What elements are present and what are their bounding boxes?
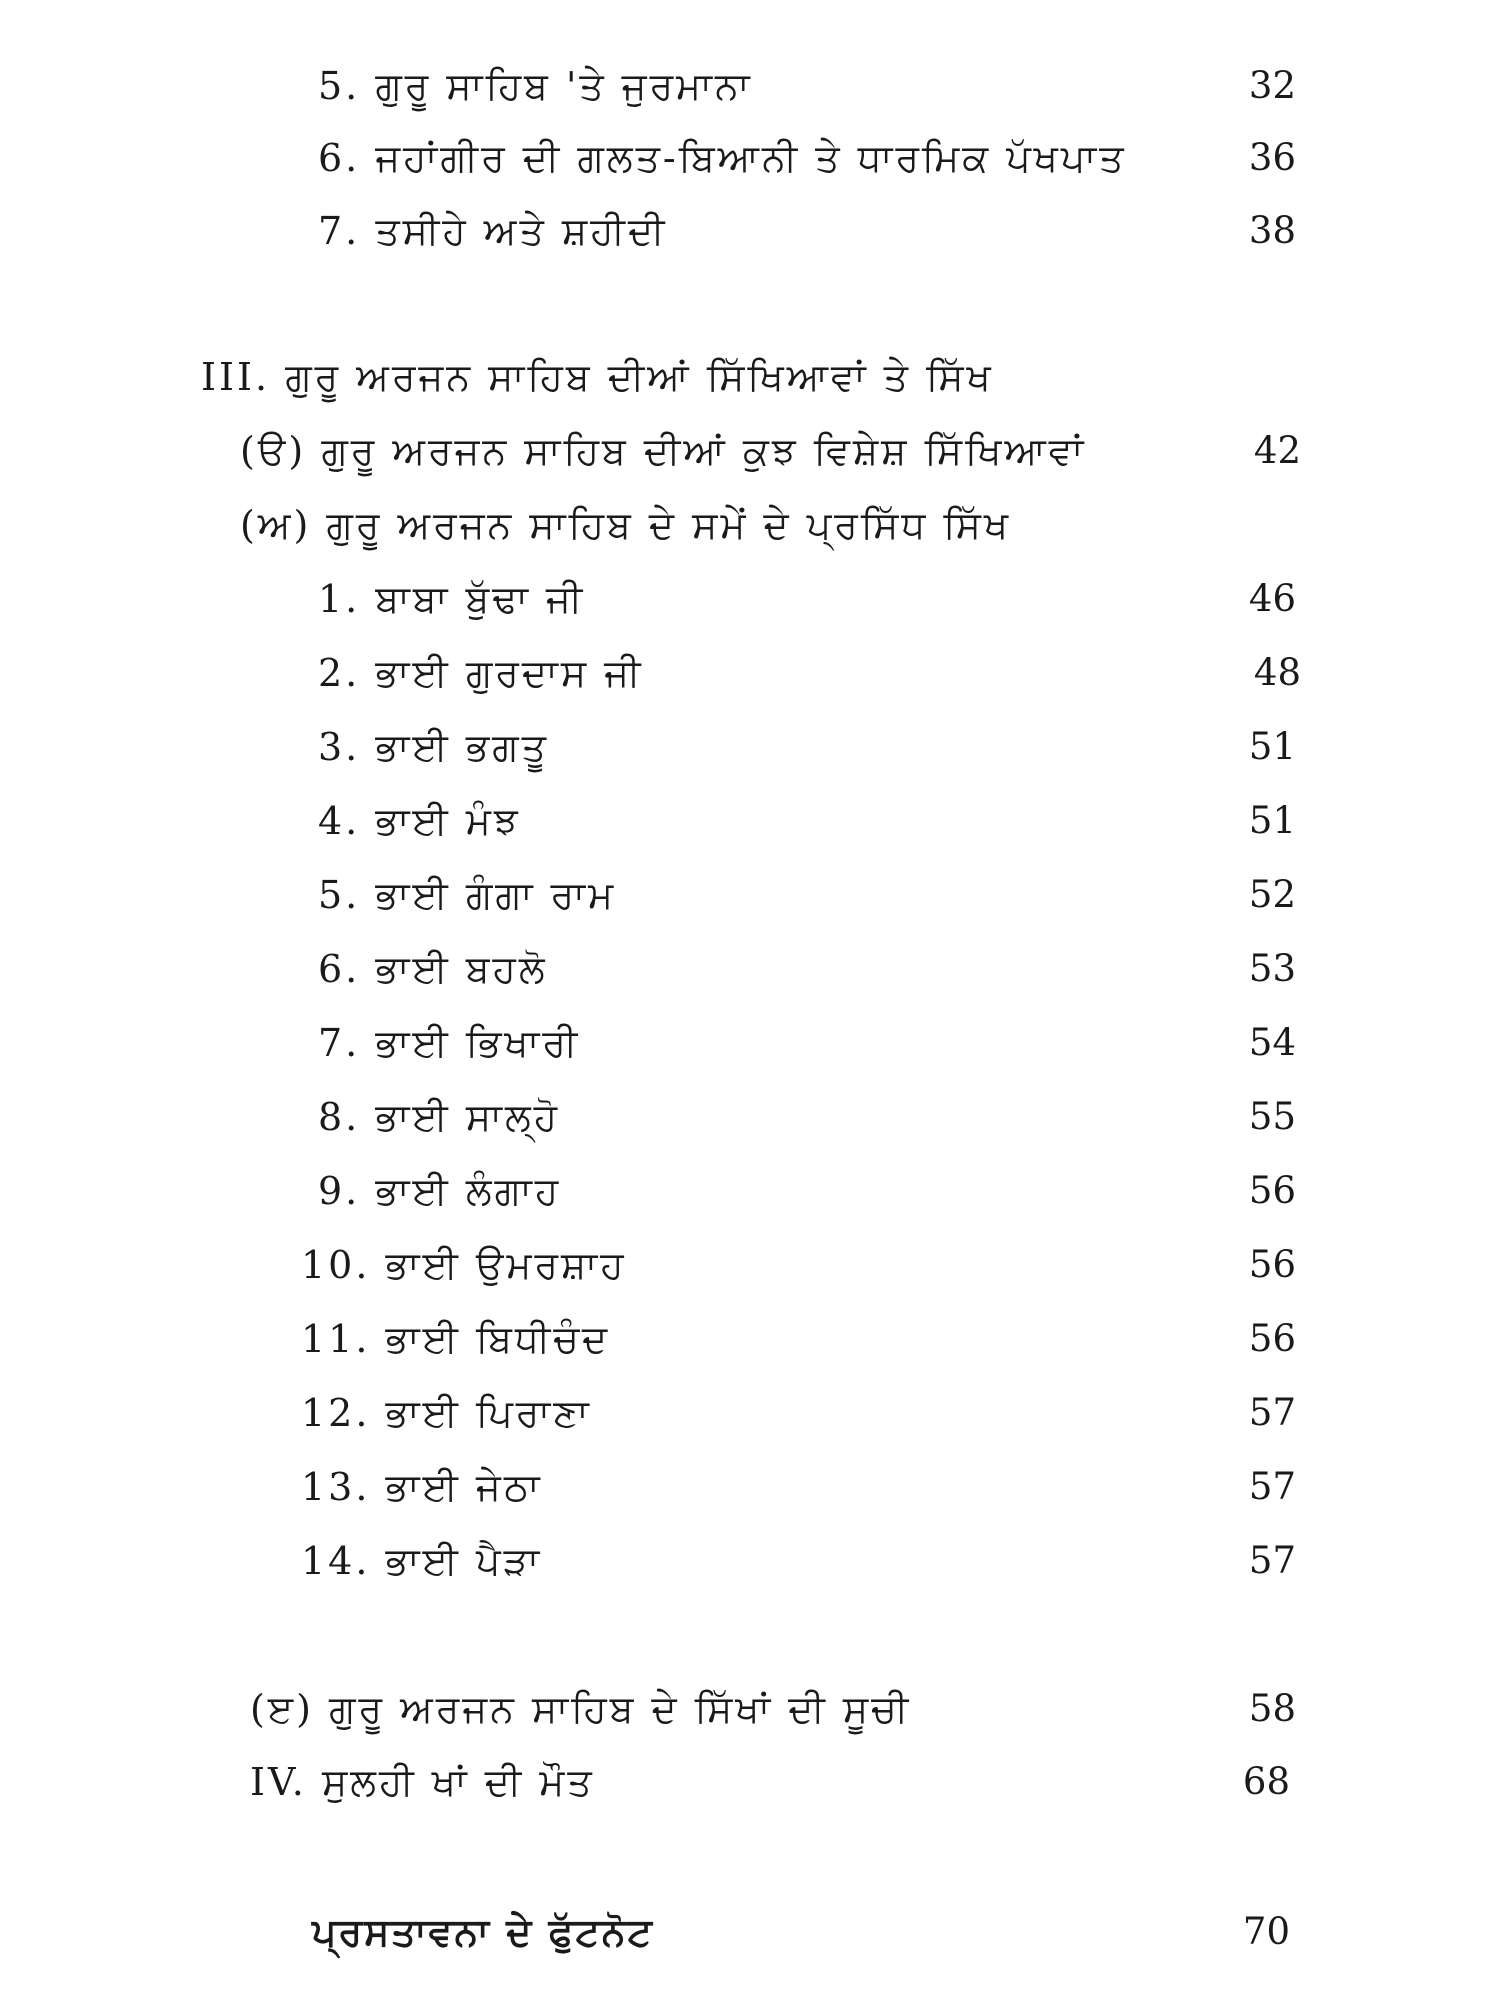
toc-entry: [0, 128, 1500, 188]
toc-entry-label: (ੳ) ਗੁਰੂ ਅਰਜਨ ਸਾਹਿਬ ਦੀਆਂ ਕੁਝ ਵਿਸ਼ੇਸ਼ ਸਿੱਖਿਆਵਾਂ: [240, 429, 1087, 473]
toc-entry-label: 7. ਤਸੀਹੇ ਅਤੇ ਸ਼ਹੀਦੀ: [318, 209, 668, 253]
sikh-list-item: [0, 1457, 1500, 1517]
sikh-list-item: [0, 865, 1500, 925]
toc-subsection-o: [0, 421, 1500, 481]
sikh-list-item: [0, 1383, 1500, 1443]
toc-entry-label: 12. ਭਾਈ ਪਿਰਾਣਾ: [301, 1391, 592, 1435]
sikh-list-item: [0, 1235, 1500, 1295]
toc-entry-page: 70: [1242, 1910, 1290, 1953]
toc-entry-label: 5. ਭਾਈ ਗੰਗਾ ਰਾਮ: [318, 873, 617, 917]
toc-entry-page: 68: [1242, 1760, 1290, 1803]
toc-entry-page: 57: [1248, 1539, 1296, 1582]
toc-entry-page: 56: [1248, 1169, 1296, 1212]
toc-subsection-a: [0, 495, 1500, 555]
sikh-list-item: [0, 1161, 1500, 1221]
toc-entry-label: 8. ਭਾਈ ਸਾਲ੍ਹੋ: [318, 1095, 561, 1139]
sikh-list-item: [0, 1087, 1500, 1147]
toc-entry-page: 53: [1248, 947, 1296, 990]
toc-entry-label: 10. ਭਾਈ ਉਮਰਸ਼ਾਹ: [301, 1243, 627, 1287]
toc-entry-page: 52: [1248, 873, 1296, 916]
section-iii-heading: [0, 347, 1500, 407]
toc-entry-page: 56: [1248, 1317, 1296, 1360]
toc-entry-label: (ਅ) ਗੁਰੂ ਅਰਜਨ ਸਾਹਿਬ ਦੇ ਸਮੇਂ ਦੇ ਪ੍ਰਸਿੱਧ ਸਿੱਖ: [240, 503, 1012, 547]
sikh-list-item: [0, 1013, 1500, 1073]
toc-entry-page: 56: [1248, 1243, 1296, 1286]
toc-subsection-e: [0, 1679, 1500, 1739]
toc-entry-page: 32: [1248, 64, 1296, 107]
sikh-list-item: [0, 643, 1500, 703]
toc-entry-page: 54: [1248, 1021, 1296, 1064]
toc-entry-label: 5. ਗੁਰੂ ਸਾਹਿਬ 'ਤੇ ਜੁਰਮਾਨਾ: [318, 64, 753, 108]
footnotes-entry: [0, 1902, 1500, 1962]
toc-entry-label: 6. ਭਾਈ ਬਹਲੋ: [318, 947, 548, 991]
toc-entry-page: 57: [1248, 1465, 1296, 1508]
toc-entry-label: 6. ਜਹਾਂਗੀਰ ਦੀ ਗਲਤ-ਬਿਆਨੀ ਤੇ ਧਾਰਮਿਕ ਪੱਖਪਾਤ: [318, 136, 1127, 180]
toc-entry-page: 55: [1248, 1095, 1296, 1138]
toc-entry-page: 38: [1248, 209, 1296, 252]
toc-entry-label: 1. ਬਾਬਾ ਬੁੱਢਾ ਜੀ: [318, 577, 586, 621]
toc-entry-label: ਪ੍ਰਸਤਾਵਨਾ ਦੇ ਫੁੱਟਨੋਟ: [312, 1909, 654, 1954]
toc-entry-label: (ੲ) ਗੁਰੂ ਅਰਜਨ ਸਾਹਿਬ ਦੇ ਸਿੱਖਾਂ ਦੀ ਸੂਚੀ: [250, 1687, 912, 1731]
toc-entry-label: 7. ਭਾਈ ਭਿਖਾਰੀ: [318, 1021, 581, 1065]
toc-entry-page: 51: [1248, 725, 1296, 768]
toc-entry-page: 42: [1253, 429, 1301, 472]
toc-entry-label: 3. ਭਾਈ ਭਗਤੂ: [318, 725, 549, 769]
sikh-list-item: [0, 791, 1500, 851]
toc-entry-label: 14. ਭਾਈ ਪੈੜਾ: [301, 1539, 543, 1583]
toc-entry-page: 48: [1253, 651, 1301, 694]
sikh-list-item: [0, 939, 1500, 999]
sikh-list-item: [0, 1309, 1500, 1369]
sikh-list-item: [0, 569, 1500, 629]
toc-entry: [0, 201, 1500, 261]
toc-entry-page: 58: [1248, 1687, 1296, 1730]
toc-entry-label: 2. ਭਾਈ ਗੁਰਦਾਸ ਜੀ: [318, 651, 644, 695]
toc-entry-label: 9. ਭਾਈ ਲੰਗਾਹ: [318, 1169, 562, 1213]
toc-entry-label: 13. ਭਾਈ ਜੇਠਾ: [301, 1465, 543, 1509]
toc-entry-label: IV. ਸੁਲਹੀ ਖਾਂ ਦੀ ਮੌਤ: [250, 1760, 595, 1804]
section-iii-title: III. ਗੁਰੂ ਅਰਜਨ ਸਾਹਿਬ ਦੀਆਂ ਸਿੱਖਿਆਵਾਂ ਤੇ ਸਿੱਖ: [201, 355, 994, 399]
sikh-list-item: [0, 1531, 1500, 1591]
toc-entry: [0, 56, 1500, 116]
toc-entry-label: 11. ਭਾਈ ਬਿਧੀਚੰਦ: [301, 1317, 611, 1361]
section-iv: [0, 1752, 1500, 1812]
toc-entry-page: 36: [1248, 136, 1296, 179]
toc-entry-label: 4. ਭਾਈ ਮੰਝ: [318, 799, 521, 843]
toc-entry-page: 46: [1248, 577, 1296, 620]
sikh-list-item: [0, 717, 1500, 777]
toc-entry-page: 51: [1248, 799, 1296, 842]
toc-entry-page: 57: [1248, 1391, 1296, 1434]
